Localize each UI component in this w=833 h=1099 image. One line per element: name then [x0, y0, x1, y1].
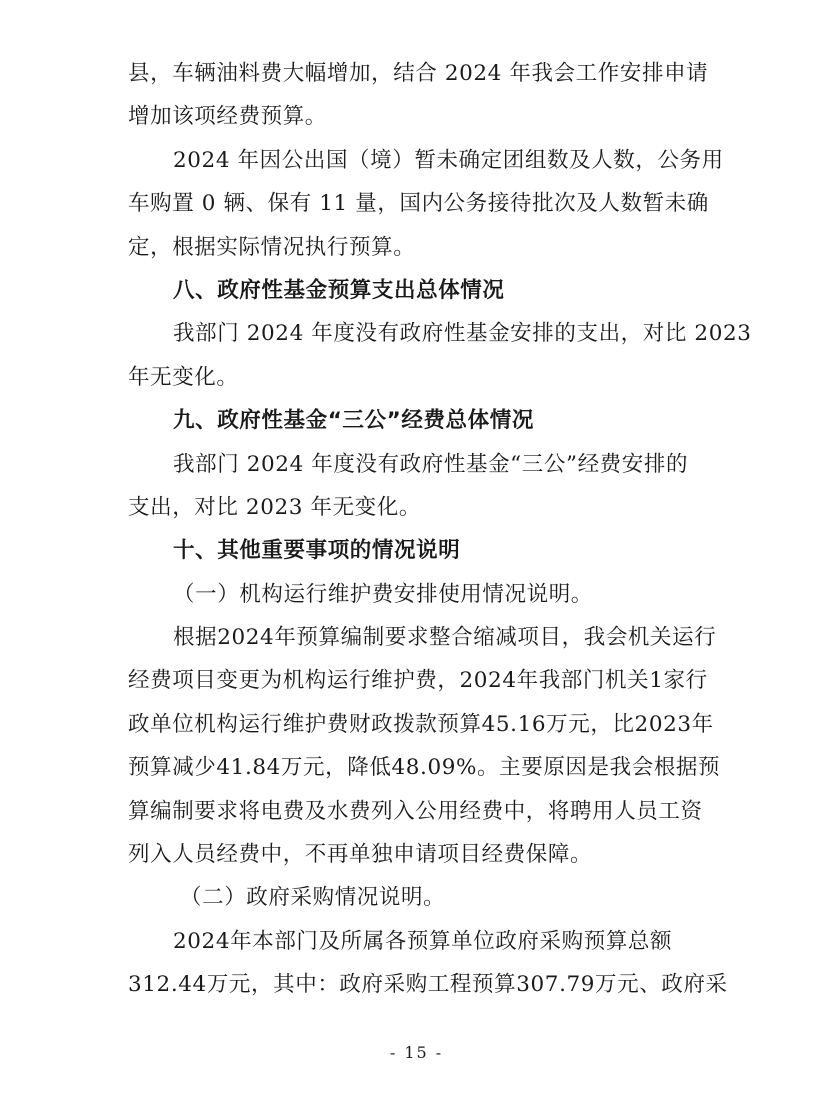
- paragraph-line: 根据2024年预算编制要求整合缩减项目，我会机关运行: [173, 625, 717, 651]
- subsection-heading-1: （一）机构运行维护费安排使用情况说明。: [173, 581, 593, 607]
- paragraph-line: 车购置 0 辆、保有 11 量，国内公务接待批次及人数暂未确: [128, 191, 709, 217]
- paragraph-line: 定，根据实际情况执行预算。: [128, 234, 416, 260]
- paragraph-line: 增加该项经费预算。: [128, 104, 327, 130]
- page-number: - 15 -: [389, 1043, 444, 1062]
- paragraph-line: 年无变化。: [128, 364, 239, 390]
- paragraph-line: 2024 年因公出国（境）暂未确定团组数及人数，公务用: [173, 147, 724, 173]
- paragraph-line: 政单位机构运行维护费财政拨款预算45.16万元，比2023年: [128, 711, 714, 737]
- paragraph-line: 列入人员经费中，不再单独申请项目经费保障。: [128, 842, 593, 868]
- paragraph-line: 算编制要求将电费及水费列入公用经费中，将聘用人员工资: [128, 798, 703, 824]
- paragraph-line: 县，车辆油料费大幅增加，结合 2024 年我会工作安排申请: [128, 61, 709, 86]
- paragraph-line: 支出，对比 2023 年无变化。: [128, 494, 421, 520]
- paragraph-line: 我部门 2024 年度没有政府性基金“三公”经费安排的: [173, 451, 689, 477]
- section-heading-10: 十、其他重要事项的情况说明: [173, 538, 461, 564]
- section-heading-9: 九、政府性基金“三公”经费总体情况: [173, 408, 534, 434]
- subsection-heading-2: （二）政府采购情况说明。: [180, 885, 446, 911]
- document-body: [128, 52, 752, 1007]
- paragraph-line: 经费项目变更为机构运行维护费，2024年我部门机关1家行: [128, 668, 708, 694]
- paragraph-line: 2024年本部门及所属各预算单位政府采购预算总额: [173, 928, 673, 954]
- section-heading-8: 八、政府性基金预算支出总体情况: [173, 277, 505, 303]
- paragraph-line: 预算减少41.84万元，降低48.09%。主要原因是我会根据预: [128, 755, 721, 781]
- paragraph-line: 312.44万元，其中：政府采购工程预算307.79万元、政府采: [128, 972, 728, 998]
- paragraph-line: 我部门 2024 年度没有政府性基金安排的支出，对比 2023: [173, 321, 752, 347]
